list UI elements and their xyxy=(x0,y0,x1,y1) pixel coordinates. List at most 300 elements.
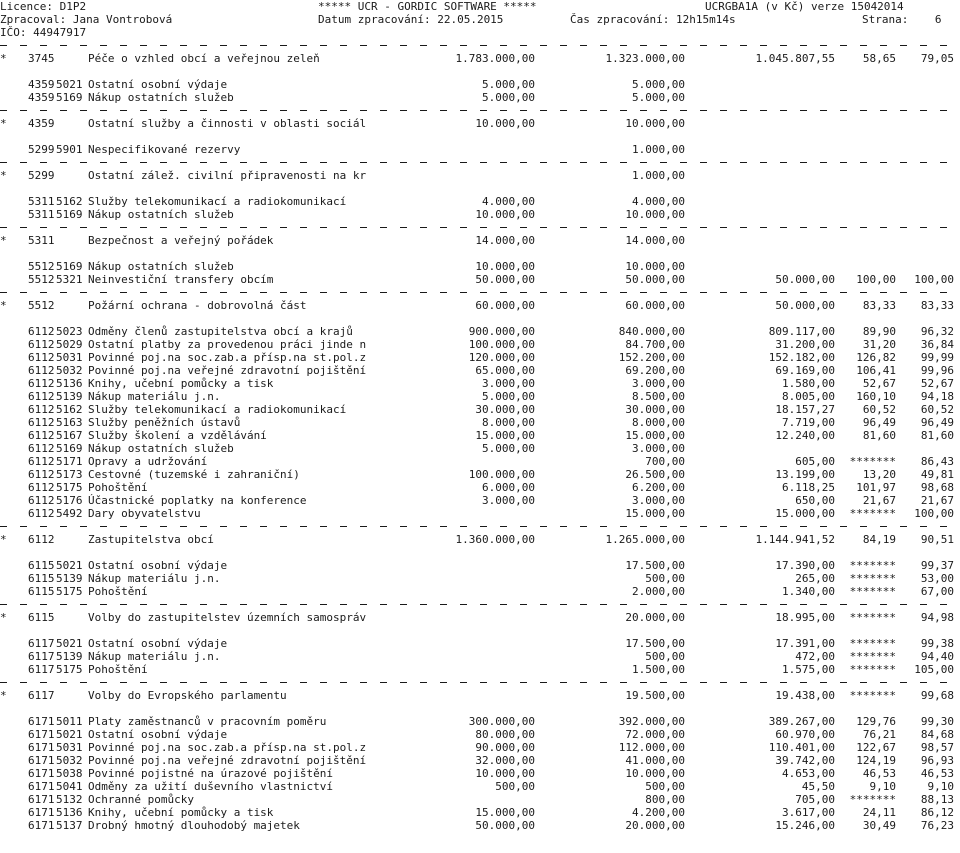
approved-budget-value: 60.000,00 xyxy=(475,299,535,312)
item-description: Služby peněžních ústavů xyxy=(88,416,241,429)
header-line-3 xyxy=(0,26,960,39)
item-code: 5171 xyxy=(56,455,83,468)
report-body xyxy=(0,39,960,832)
percent-of-approved: 9,10 xyxy=(869,780,896,793)
actual-value: 705,00 xyxy=(795,793,835,806)
adjusted-budget-value: 69.200,00 xyxy=(625,364,685,377)
percent-of-approved: 31,20 xyxy=(862,338,896,351)
percent-of-approved: 30,49 xyxy=(862,819,896,832)
item-row xyxy=(0,208,960,221)
item-description: Nákup ostatních služeb xyxy=(88,91,234,104)
percent-of-approved: 122,67 xyxy=(856,741,896,754)
item-description: Odměny za užití duševního vlastnictví xyxy=(88,780,334,793)
percent-of-approved: 81,60 xyxy=(862,429,896,442)
approved-budget-value: 8.000,00 xyxy=(482,416,535,429)
percent-of-adjusted: 96,32 xyxy=(920,325,954,338)
processing-time-label: Čas zpracování: 12h15m14s xyxy=(570,13,736,26)
item-description: Ostatní služby a činnosti v oblasti sociál xyxy=(88,117,367,130)
item-code: 5137 xyxy=(56,819,83,832)
paragraph-code: 6112 xyxy=(28,403,55,416)
item-code: 5492 xyxy=(56,507,83,520)
item-code: 5029 xyxy=(56,338,83,351)
adjusted-budget-value: 10.000,00 xyxy=(625,208,685,221)
approved-budget-value: 65.000,00 xyxy=(475,364,535,377)
approved-budget-value: 1.360.000,00 xyxy=(455,533,535,546)
summary-row xyxy=(0,611,960,624)
blank-line xyxy=(0,65,960,78)
percent-of-approved: 89,90 xyxy=(862,325,896,338)
item-description: Drobný hmotný dlouhodobý majetek xyxy=(88,819,300,832)
item-code: 5169 xyxy=(56,208,83,221)
percent-of-approved: 58,65 xyxy=(862,52,896,65)
percent-of-adjusted: 100,00 xyxy=(914,507,954,520)
item-row xyxy=(0,637,960,650)
actual-value: 15.000,00 xyxy=(775,507,835,520)
percent-of-approved: 101,97 xyxy=(856,481,896,494)
item-description: Ochranné pomůcky xyxy=(88,793,194,806)
item-code: 5162 xyxy=(56,403,83,416)
item-code: 5163 xyxy=(56,416,83,429)
blank-line xyxy=(0,702,960,715)
item-code: 5901 xyxy=(56,143,83,156)
item-code: 5031 xyxy=(56,741,83,754)
item-code: 5023 xyxy=(56,325,83,338)
percent-of-adjusted: 100,00 xyxy=(914,273,954,286)
item-description: Nákup ostatních služeb xyxy=(88,442,234,455)
dashed-separator xyxy=(0,598,960,611)
adjusted-budget-value: 10.000,00 xyxy=(625,117,685,130)
adjusted-budget-value: 840.000,00 xyxy=(618,325,685,338)
page-number-label: Strana: 6 xyxy=(862,13,942,26)
item-code: 5175 xyxy=(56,585,83,598)
paragraph-code: 6171 xyxy=(28,754,55,767)
percent-of-adjusted: 36,84 xyxy=(920,338,954,351)
item-description: Ostatní osobní výdaje xyxy=(88,637,228,650)
blank-line xyxy=(0,624,960,637)
actual-value: 472,00 xyxy=(795,650,835,663)
item-code: 5021 xyxy=(56,78,83,91)
actual-value: 50.000,00 xyxy=(775,299,835,312)
item-row xyxy=(0,390,960,403)
percent-of-approved: ******* xyxy=(849,585,896,598)
actual-value: 15.246,00 xyxy=(775,819,835,832)
paragraph-code: 5512 xyxy=(28,260,55,273)
item-code: 5175 xyxy=(56,481,83,494)
item-row xyxy=(0,559,960,572)
item-description: Cestovné (tuzemské i zahraniční) xyxy=(88,468,300,481)
adjusted-budget-value: 500,00 xyxy=(645,650,685,663)
paragraph-code: 6112 xyxy=(28,429,55,442)
item-row xyxy=(0,351,960,364)
actual-value: 69.169,00 xyxy=(775,364,835,377)
actual-value: 389.267,00 xyxy=(768,715,835,728)
actual-value: 3.617,00 xyxy=(782,806,835,819)
percent-of-adjusted: 98,68 xyxy=(920,481,954,494)
percent-of-approved: 126,82 xyxy=(856,351,896,364)
item-row xyxy=(0,767,960,780)
percent-of-approved: 46,53 xyxy=(862,767,896,780)
item-row xyxy=(0,195,960,208)
paragraph-code: 5299 xyxy=(28,169,55,182)
approved-budget-value: 10.000,00 xyxy=(475,208,535,221)
item-row xyxy=(0,338,960,351)
approved-budget-value: 100.000,00 xyxy=(468,468,535,481)
adjusted-budget-value: 17.500,00 xyxy=(625,559,685,572)
percent-of-approved: 129,76 xyxy=(856,715,896,728)
item-row xyxy=(0,260,960,273)
actual-value: 4.653,00 xyxy=(782,767,835,780)
percent-of-adjusted: 94,98 xyxy=(920,611,954,624)
paragraph-code: 6115 xyxy=(28,559,55,572)
percent-of-adjusted: 105,00 xyxy=(914,663,954,676)
item-row xyxy=(0,143,960,156)
licence-label: Licence: D1P2 xyxy=(0,0,87,13)
approved-budget-value: 1.783.000,00 xyxy=(455,52,535,65)
adjusted-budget-value: 1.000,00 xyxy=(632,169,685,182)
dashed-separator xyxy=(0,286,960,299)
item-row xyxy=(0,793,960,806)
adjusted-budget-value: 50.000,00 xyxy=(625,273,685,286)
item-description: Povinné poj.na soc.zab.a přísp.na st.pol.z xyxy=(88,741,367,754)
percent-of-adjusted: 99,37 xyxy=(920,559,954,572)
paragraph-code: 5311 xyxy=(28,234,55,247)
summary-row xyxy=(0,234,960,247)
item-code: 5175 xyxy=(56,663,83,676)
item-description: Dary obyvatelstvu xyxy=(88,507,201,520)
percent-of-adjusted: 21,67 xyxy=(920,494,954,507)
paragraph-code: 6112 xyxy=(28,455,55,468)
approved-budget-value: 5.000,00 xyxy=(482,91,535,104)
item-code: 5169 xyxy=(56,442,83,455)
percent-of-adjusted: 60,52 xyxy=(920,403,954,416)
paragraph-code: 6112 xyxy=(28,416,55,429)
item-code: 5139 xyxy=(56,572,83,585)
adjusted-budget-value: 5.000,00 xyxy=(632,78,685,91)
item-description: Péče o vzhled obcí a veřejnou zeleň xyxy=(88,52,320,65)
percent-of-approved: 52,67 xyxy=(862,377,896,390)
item-row xyxy=(0,663,960,676)
item-description: Ostatní osobní výdaje xyxy=(88,728,228,741)
adjusted-budget-value: 20.000,00 xyxy=(625,611,685,624)
summary-row xyxy=(0,52,960,65)
paragraph-code: 5512 xyxy=(28,299,55,312)
blank-line xyxy=(0,312,960,325)
percent-of-adjusted: 99,96 xyxy=(920,364,954,377)
percent-of-adjusted: 94,18 xyxy=(920,390,954,403)
percent-of-approved: 60,52 xyxy=(862,403,896,416)
percent-of-adjusted: 83,33 xyxy=(920,299,954,312)
percent-of-adjusted: 86,12 xyxy=(920,806,954,819)
item-description: Volby do zastupitelstev územních samospráv xyxy=(88,611,367,624)
paragraph-code: 6171 xyxy=(28,819,55,832)
approved-budget-value: 90.000,00 xyxy=(475,741,535,754)
adjusted-budget-value: 6.200,00 xyxy=(632,481,685,494)
percent-of-adjusted: 67,00 xyxy=(920,585,954,598)
dashed-separator xyxy=(0,676,960,689)
item-description: Volby do Evropského parlamentu xyxy=(88,689,287,702)
percent-of-approved: ******* xyxy=(849,455,896,468)
item-description: Nákup materiálu j.n. xyxy=(88,650,221,663)
percent-of-adjusted: 76,23 xyxy=(920,819,954,832)
actual-value: 1.340,00 xyxy=(782,585,835,598)
summary-row xyxy=(0,169,960,182)
actual-value: 6.118,25 xyxy=(782,481,835,494)
approved-budget-value: 80.000,00 xyxy=(475,728,535,741)
percent-of-adjusted: 96,93 xyxy=(920,754,954,767)
adjusted-budget-value: 1.000,00 xyxy=(632,143,685,156)
product-label: ***** UCR - GORDIC SOFTWARE ***** xyxy=(318,0,537,13)
item-description: Ostatní osobní výdaje xyxy=(88,559,228,572)
approved-budget-value: 5.000,00 xyxy=(482,442,535,455)
paragraph-code: 6115 xyxy=(28,585,55,598)
actual-value: 809.117,00 xyxy=(768,325,835,338)
actual-value: 1.144.941,52 xyxy=(755,533,835,546)
percent-of-adjusted: 94,40 xyxy=(920,650,954,663)
paragraph-code: 5512 xyxy=(28,273,55,286)
actual-value: 39.742,00 xyxy=(775,754,835,767)
paragraph-code: 6112 xyxy=(28,377,55,390)
percent-of-approved: ******* xyxy=(849,689,896,702)
dashed-separator xyxy=(0,104,960,117)
adjusted-budget-value: 3.000,00 xyxy=(632,494,685,507)
item-description: Povinné pojistné na úrazové pojištění xyxy=(88,767,334,780)
item-row xyxy=(0,325,960,338)
item-row xyxy=(0,416,960,429)
percent-of-approved: 106,41 xyxy=(856,364,896,377)
approved-budget-value: 3.000,00 xyxy=(482,377,535,390)
paragraph-code: 6112 xyxy=(28,481,55,494)
adjusted-budget-value: 392.000,00 xyxy=(618,715,685,728)
summary-row xyxy=(0,533,960,546)
approved-budget-value: 5.000,00 xyxy=(482,390,535,403)
item-row xyxy=(0,715,960,728)
ico-label: IČO: 44947917 xyxy=(0,26,87,39)
item-row xyxy=(0,494,960,507)
item-code: 5038 xyxy=(56,767,83,780)
item-row xyxy=(0,468,960,481)
dashed-separator xyxy=(0,39,960,52)
item-code: 5011 xyxy=(56,715,83,728)
actual-value: 17.391,00 xyxy=(775,637,835,650)
item-code: 5139 xyxy=(56,390,83,403)
percent-of-approved: 76,21 xyxy=(862,728,896,741)
percent-of-approved: ******* xyxy=(849,611,896,624)
summary-row xyxy=(0,117,960,130)
actual-value: 50.000,00 xyxy=(775,273,835,286)
item-description: Nespecifikované rezervy xyxy=(88,143,241,156)
adjusted-budget-value: 500,00 xyxy=(645,572,685,585)
percent-of-adjusted: 49,81 xyxy=(920,468,954,481)
adjusted-budget-value: 14.000,00 xyxy=(625,234,685,247)
percent-of-approved: 83,33 xyxy=(862,299,896,312)
percent-of-adjusted: 90,51 xyxy=(920,533,954,546)
actual-value: 8.005,00 xyxy=(782,390,835,403)
adjusted-budget-value: 3.000,00 xyxy=(632,377,685,390)
item-row xyxy=(0,403,960,416)
actual-value: 19.438,00 xyxy=(775,689,835,702)
item-code: 5132 xyxy=(56,793,83,806)
paragraph-code: 6112 xyxy=(28,494,55,507)
item-code: 5032 xyxy=(56,754,83,767)
paragraph-code: 3745 xyxy=(28,52,55,65)
item-row xyxy=(0,377,960,390)
summary-star: * xyxy=(0,611,7,624)
adjusted-budget-value: 2.000,00 xyxy=(632,585,685,598)
item-description: Povinné poj.na veřejné zdravotní pojištění xyxy=(88,754,367,767)
approved-budget-value: 6.000,00 xyxy=(482,481,535,494)
item-description: Platy zaměstnanců v pracovním poměru xyxy=(88,715,327,728)
item-code: 5021 xyxy=(56,637,83,650)
item-description: Povinné poj.na soc.zab.a přísp.na st.pol.z xyxy=(88,351,367,364)
paragraph-code: 4359 xyxy=(28,78,55,91)
item-code: 5136 xyxy=(56,806,83,819)
adjusted-budget-value: 3.000,00 xyxy=(632,442,685,455)
item-row xyxy=(0,364,960,377)
percent-of-adjusted: 52,67 xyxy=(920,377,954,390)
actual-value: 152.182,00 xyxy=(768,351,835,364)
adjusted-budget-value: 15.000,00 xyxy=(625,429,685,442)
approved-budget-value: 3.000,00 xyxy=(482,494,535,507)
item-row xyxy=(0,455,960,468)
blank-line xyxy=(0,182,960,195)
item-code: 5176 xyxy=(56,494,83,507)
summary-star: * xyxy=(0,52,7,65)
percent-of-adjusted: 86,43 xyxy=(920,455,954,468)
adjusted-budget-value: 84.700,00 xyxy=(625,338,685,351)
dashed-separator xyxy=(0,520,960,533)
percent-of-approved: 100,00 xyxy=(856,273,896,286)
adjusted-budget-value: 8.500,00 xyxy=(632,390,685,403)
paragraph-code: 5311 xyxy=(28,195,55,208)
actual-value: 18.995,00 xyxy=(775,611,835,624)
adjusted-budget-value: 60.000,00 xyxy=(625,299,685,312)
item-row xyxy=(0,481,960,494)
summary-star: * xyxy=(0,169,7,182)
percent-of-adjusted: 81,60 xyxy=(920,429,954,442)
summary-star: * xyxy=(0,299,7,312)
item-description: Zastupitelstva obcí xyxy=(88,533,214,546)
item-row xyxy=(0,429,960,442)
summary-row xyxy=(0,299,960,312)
approved-budget-value: 50.000,00 xyxy=(475,819,535,832)
item-description: Knihy, učební pomůcky a tisk xyxy=(88,806,274,819)
adjusted-budget-value: 4.000,00 xyxy=(632,195,685,208)
item-row xyxy=(0,728,960,741)
paragraph-code: 6171 xyxy=(28,728,55,741)
adjusted-budget-value: 10.000,00 xyxy=(625,767,685,780)
percent-of-adjusted: 96,49 xyxy=(920,416,954,429)
item-row xyxy=(0,572,960,585)
item-code: 5139 xyxy=(56,650,83,663)
item-description: Bezpečnost a veřejný pořádek xyxy=(88,234,274,247)
item-row xyxy=(0,442,960,455)
percent-of-adjusted: 99,68 xyxy=(920,689,954,702)
paragraph-code: 6117 xyxy=(28,663,55,676)
adjusted-budget-value: 41.000,00 xyxy=(625,754,685,767)
item-code: 5169 xyxy=(56,260,83,273)
approved-budget-value: 32.000,00 xyxy=(475,754,535,767)
percent-of-adjusted: 79,05 xyxy=(920,52,954,65)
summary-star: * xyxy=(0,117,7,130)
approved-budget-value: 10.000,00 xyxy=(475,260,535,273)
approved-budget-value: 10.000,00 xyxy=(475,767,535,780)
summary-star: * xyxy=(0,234,7,247)
blank-line xyxy=(0,247,960,260)
percent-of-approved: 24,11 xyxy=(862,806,896,819)
paragraph-code: 6112 xyxy=(28,390,55,403)
item-row xyxy=(0,507,960,520)
actual-value: 110.401,00 xyxy=(768,741,835,754)
adjusted-budget-value: 4.200,00 xyxy=(632,806,685,819)
percent-of-approved: 124,19 xyxy=(856,754,896,767)
header-line-2 xyxy=(0,13,960,26)
percent-of-adjusted: 84,68 xyxy=(920,728,954,741)
item-code: 5041 xyxy=(56,780,83,793)
actual-value: 1.575,00 xyxy=(782,663,835,676)
paragraph-code: 6112 xyxy=(28,364,55,377)
paragraph-code: 5299 xyxy=(28,143,55,156)
item-description: Ostatní platby za provedenou práci jinde n xyxy=(88,338,367,351)
item-code: 5167 xyxy=(56,429,83,442)
percent-of-adjusted: 98,57 xyxy=(920,741,954,754)
percent-of-adjusted: 9,10 xyxy=(927,780,954,793)
paragraph-code: 6171 xyxy=(28,767,55,780)
approved-budget-value: 50.000,00 xyxy=(475,273,535,286)
item-row xyxy=(0,754,960,767)
adjusted-budget-value: 112.000,00 xyxy=(618,741,685,754)
paragraph-code: 6117 xyxy=(28,689,55,702)
adjusted-budget-value: 8.000,00 xyxy=(632,416,685,429)
paragraph-code: 6171 xyxy=(28,806,55,819)
item-row xyxy=(0,91,960,104)
item-description: Služby telekomunikací a radiokomunikací xyxy=(88,195,347,208)
item-description: Pohoštění xyxy=(88,585,148,598)
summary-row xyxy=(0,689,960,702)
percent-of-adjusted: 99,30 xyxy=(920,715,954,728)
percent-of-approved: ******* xyxy=(849,793,896,806)
item-description: Neinvestiční transfery obcím xyxy=(88,273,274,286)
approved-budget-value: 15.000,00 xyxy=(475,806,535,819)
processing-date-label: Datum zpracování: 22.05.2015 xyxy=(318,13,504,26)
item-description: Odměny členů zastupitelstva obcí a krajů xyxy=(88,325,353,338)
summary-star: * xyxy=(0,689,7,702)
approved-budget-value: 15.000,00 xyxy=(475,429,535,442)
dashed-separator xyxy=(0,221,960,234)
paragraph-code: 6117 xyxy=(28,650,55,663)
item-description: Služby telekomunikací a radiokomunikací xyxy=(88,403,347,416)
adjusted-budget-value: 15.000,00 xyxy=(625,507,685,520)
actual-value: 1.045.807,55 xyxy=(755,52,835,65)
paragraph-code: 6117 xyxy=(28,637,55,650)
adjusted-budget-value: 1.500,00 xyxy=(632,663,685,676)
adjusted-budget-value: 20.000,00 xyxy=(625,819,685,832)
item-row xyxy=(0,819,960,832)
adjusted-budget-value: 5.000,00 xyxy=(632,91,685,104)
item-description: Nákup ostatních služeb xyxy=(88,260,234,273)
percent-of-adjusted: 46,53 xyxy=(920,767,954,780)
item-row xyxy=(0,806,960,819)
item-code: 5031 xyxy=(56,351,83,364)
percent-of-approved: 21,67 xyxy=(862,494,896,507)
adjusted-budget-value: 800,00 xyxy=(645,793,685,806)
percent-of-adjusted: 99,38 xyxy=(920,637,954,650)
adjusted-budget-value: 1.323.000,00 xyxy=(605,52,685,65)
adjusted-budget-value: 500,00 xyxy=(645,780,685,793)
item-row xyxy=(0,780,960,793)
approved-budget-value: 14.000,00 xyxy=(475,234,535,247)
dashed-separator xyxy=(0,156,960,169)
approved-budget-value: 120.000,00 xyxy=(468,351,535,364)
